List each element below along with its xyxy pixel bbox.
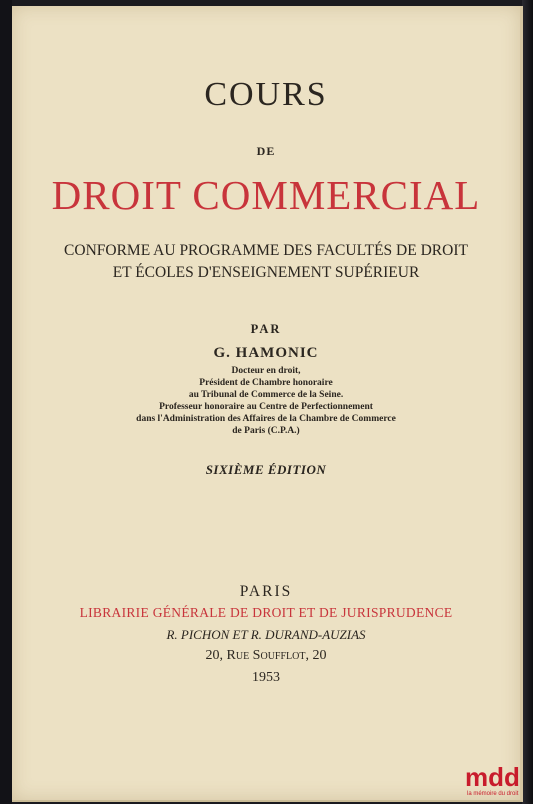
imprint-publisher-names: R. PICHON ET R. DURAND-AUZIAS bbox=[166, 627, 366, 642]
logo-text: mdd bbox=[465, 762, 520, 792]
imprint-year: 1953 bbox=[252, 670, 280, 685]
subtitle-line-2: ET ÉCOLES D'ENSEIGNEMENT SUPÉRIEUR bbox=[112, 264, 420, 281]
imprint-city: PARIS bbox=[239, 583, 293, 600]
logo-tagline: la mémoire du droit bbox=[467, 791, 519, 797]
byline-par: PAR bbox=[250, 322, 282, 336]
imprint-address: 20, Rue Soufflot, 20 bbox=[205, 648, 327, 663]
author-name: G. HAMONIC bbox=[213, 345, 319, 361]
author-title-line: de Paris (C.P.A.) bbox=[232, 426, 300, 436]
imprint-publisher: LIBRAIRIE GÉNÉRALE DE DROIT ET DE JURISPRUDENCE bbox=[79, 605, 453, 620]
edition-label: SIXIÈME ÉDITION bbox=[205, 462, 327, 477]
book-spine-shadow bbox=[0, 0, 12, 804]
title-droit-commercial: DROIT COMMERCIAL bbox=[51, 172, 481, 218]
mdd-watermark-logo bbox=[461, 758, 531, 798]
book-edge-shadow bbox=[522, 0, 533, 804]
subtitle-line-1: CONFORME AU PROGRAMME DES FACULTÉS DE DROIT bbox=[64, 242, 468, 259]
author-title-line: Docteur en droit, bbox=[231, 366, 301, 376]
author-title-line: Professeur honoraire au Centre de Perfectionnement bbox=[159, 402, 373, 412]
title-cours: COURS bbox=[204, 76, 328, 113]
title-page bbox=[12, 6, 523, 802]
title-de: DE bbox=[256, 144, 276, 158]
author-title-line: Président de Chambre honoraire bbox=[199, 378, 333, 388]
author-title-line: dans l'Administration des Affaires de la Chambre de Commerce bbox=[136, 414, 396, 424]
author-title-line: au Tribunal de Commerce de la Seine. bbox=[188, 390, 344, 400]
